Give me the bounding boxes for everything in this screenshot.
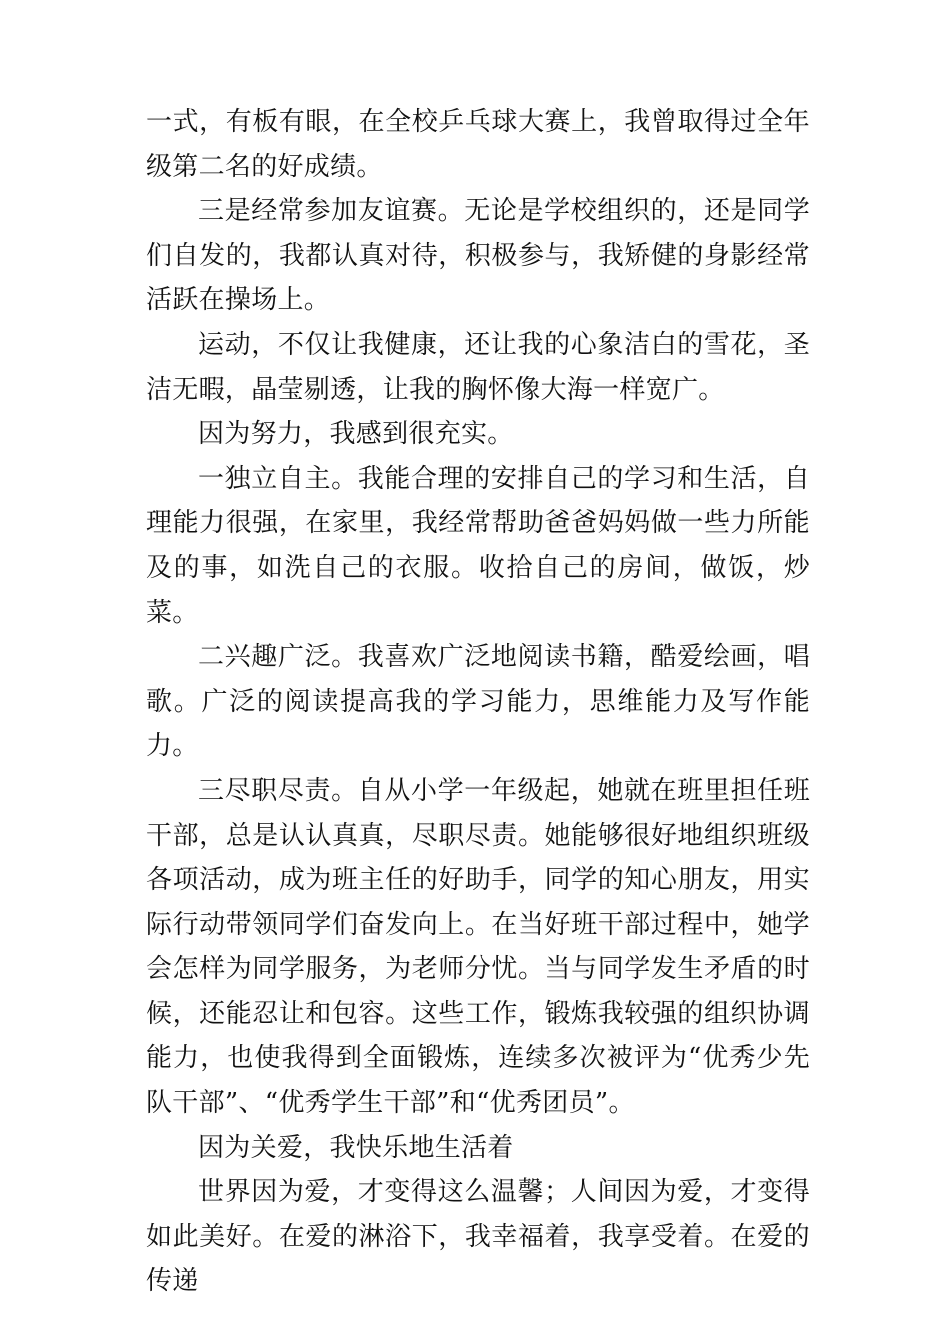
paragraph-friendly-matches: 三是经常参加友谊赛。无论是学校组织的，还是同学们自发的，我都认真对待，积极参与，我矫健的身影经常活跃在操场上。 xyxy=(146,196,810,316)
paragraph-sports-benefits: 运动，不仅让我健康，还让我的心象洁白的雪花，圣洁无暇，晶莹剔透，让我的胸怀像大海一样宽广。 xyxy=(146,329,810,405)
paragraph-love-heading: 因为关爱，我快乐地生活着 xyxy=(198,1132,514,1163)
document-body xyxy=(146,100,810,1304)
paragraph-independence: 一独立自主。我能合理的安排自己的学习和生活，自理能力很强，在家里，我经常帮助爸爸妈妈做一些力所能及的事，如洗自己的衣服。收拾自己的房间，做饭，炒菜。 xyxy=(146,463,810,628)
paragraph-responsibility: 三尽职尽责。自从小学一年级起，她就在班里担任班干部，总是认认真真，尽职尽责。她能够很好地组织班级各项活动，成为班主任的好助手，同学的知心朋友，用实际行动带领同学们奋发向上。在当好班干部过程中，她学会怎样为同学服务，为老师分忧。当与同学发生矛盾的时候，还能忍让和包容。这些工作，锻炼我较强的组织协调能力，也使我得到全面锻炼，连续多次被评为“优秀少先队干部”、“优秀学生干部”和“优秀团员”。 xyxy=(146,775,810,1119)
paragraph-effort-heading: 因为努力，我感到很充实。 xyxy=(198,419,514,450)
paragraph-world-love: 世界因为爱，才变得这么温馨；人间因为爱，才变得如此美好。在爱的淋浴下，我幸福着，我享受着。在爱的传递 xyxy=(146,1177,810,1297)
paragraph-interests: 二兴趣广泛。我喜欢广泛地阅读书籍，酷爱绘画，唱歌。广泛的阅读提高我的学习能力，思维能力及写作能力。 xyxy=(146,642,810,762)
paragraph-continuation: 一式，有板有眼，在全校乒乓球大赛上，我曾取得过全年级第二名的好成绩。 xyxy=(146,107,810,182)
